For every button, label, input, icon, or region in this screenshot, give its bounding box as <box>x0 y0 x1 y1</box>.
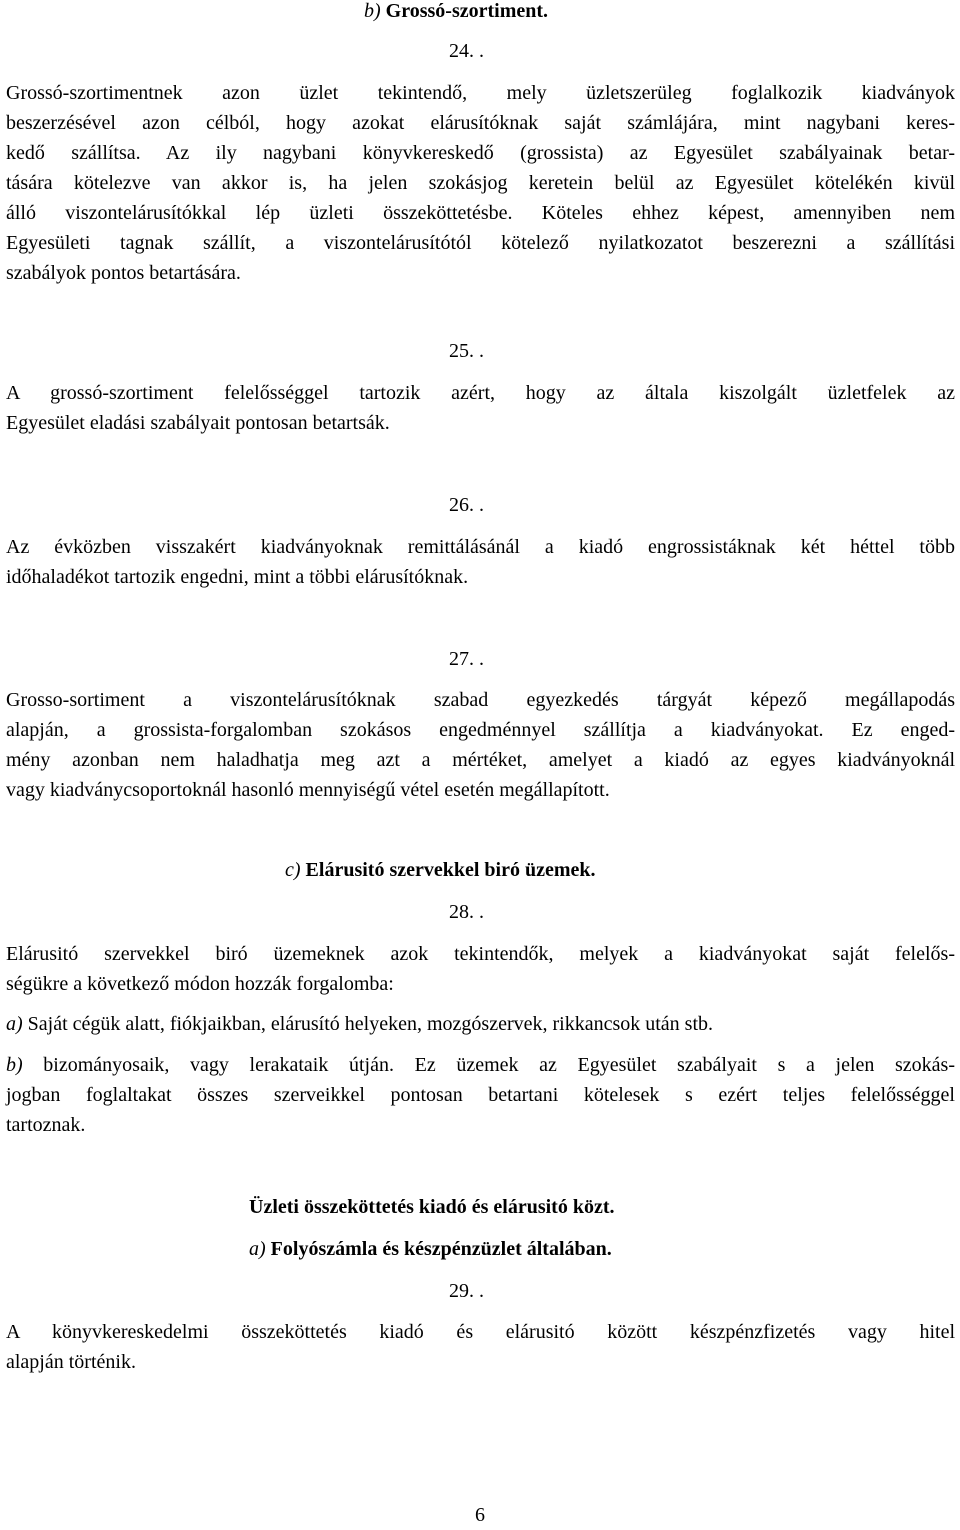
heading-title: Elárusitó szervekkel biró üzemek. <box>305 859 596 881</box>
paragraph-line: szabályok pontos betartására. <box>6 262 241 284</box>
section-number-24: 24. . <box>449 40 484 62</box>
paragraph-line: A könyvkereskedelmi összeköttetés kiadó és elárusitó között készpénzfizetés vagy hitel <box>6 1321 955 1343</box>
paragraph-line: Grosso-sortiment a viszontelárusítóknak szabad egyezkedés tárgyát képező megállapodás <box>6 689 955 711</box>
list-item-letter: b) <box>6 1054 23 1076</box>
paragraph-line: mény azonban nem haladhatja meg azt a mértéket, amelyet a kiadó az egyes kiadványoknál <box>6 749 955 771</box>
list-item-text: bizományosaik, vagy lerakataik útján. Ez üzemek az Egyesület szabályait s a jelen szokás- <box>22 1054 955 1076</box>
page-number: 6 <box>475 1504 485 1526</box>
paragraph-line: tására kötelezve van akkor is, ha jelen szokásjog keretein belül az Egyesület kötelékén kivül <box>6 172 955 194</box>
list-item-a <box>6 1009 955 1039</box>
heading-grosso-szortiment <box>364 0 548 26</box>
paragraph-line: időhaladékot tartozik engedni, mint a többi elárusítóknak. <box>6 566 469 588</box>
heading-letter: a) <box>249 1238 266 1260</box>
paragraph-line: Elárusitó szervekkel biró üzemeknek azok tekintendők, melyek a kiadványokat saját felelős- <box>6 943 955 965</box>
paragraph-line: A grossó-szortiment felelősséggel tartozik azért, hogy az általa kiszolgált üzletfelek az <box>6 382 955 404</box>
list-item-b <box>6 1050 955 1080</box>
heading-elarusito-szervek <box>285 855 596 885</box>
paragraph-line: Egyesületi tagnak szállít, a viszontelárusítótól kötelező nyilatkozatot beszerezni a szállítási <box>6 232 955 254</box>
heading-letter: b) <box>364 0 381 22</box>
section-number-27: 27. . <box>449 648 484 670</box>
heading-letter: c) <box>285 859 301 881</box>
list-item-text: Saját cégük alatt, fiókjaikban, elárusító helyeken, mozgószervek, rikkancsok után stb. <box>22 1013 714 1035</box>
heading-uzleti-osszekottetes <box>249 1192 615 1222</box>
heading-title: Folyószámla és készpénzüzlet általában. <box>270 1238 612 1260</box>
paragraph-line: Az évközben visszakért kiadványoknak remittálásánál a kiadó engrossistáknak két héttel több <box>6 536 955 558</box>
paragraph-line: beszerzésével azon célból, hogy azokat elárusítóknak saját számlájára, mint nagybani keres- <box>6 112 955 134</box>
list-item-letter: a) <box>6 1013 23 1035</box>
paragraph-line: tartoznak. <box>6 1114 86 1136</box>
paragraph-line: álló viszontelárusítókkal lép üzleti összeköttetésbe. Köteles ehhez képest, amennyiben nem <box>6 202 955 224</box>
heading-title: Grossó-szortiment. <box>385 0 549 22</box>
paragraph-line: Grossó-szortimentnek azon üzlet tekintendő, mely üzletszerüleg foglalkozik kiadványok <box>6 82 955 104</box>
paragraph-line: kedő szállítsa. Az ily nagybani könyvkereskedő (grossista) az Egyesület szabályainak betar- <box>6 142 955 164</box>
paragraph-line: jogban foglaltakat összes szerveikkel pontosan betartani kötelesek s ezért teljes felelősséggel <box>6 1084 955 1106</box>
heading-folyoszamla <box>249 1234 612 1264</box>
section-number-29: 29. . <box>449 1280 484 1302</box>
paragraph-line: alapján történik. <box>6 1351 136 1373</box>
section-number-28: 28. . <box>449 901 484 923</box>
paragraph-line: vagy kiadványcsoportoknál hasonló mennyiségű vétel esetén megállapított. <box>6 779 610 801</box>
section-number-26: 26. . <box>449 494 484 516</box>
section-number-25: 25. . <box>449 340 484 362</box>
paragraph-line: ségükre a következő módon hozzák forgalomba: <box>6 973 394 995</box>
paragraph-line: alapján, a grossista-forgalomban szokásos engedménnyel szállítja a kiadványokat. Ez enged- <box>6 719 955 741</box>
heading-title: Üzleti összeköttetés kiadó és elárusitó közt. <box>249 1196 615 1218</box>
paragraph-line: Egyesület eladási szabályait pontosan betartsák. <box>6 412 390 434</box>
